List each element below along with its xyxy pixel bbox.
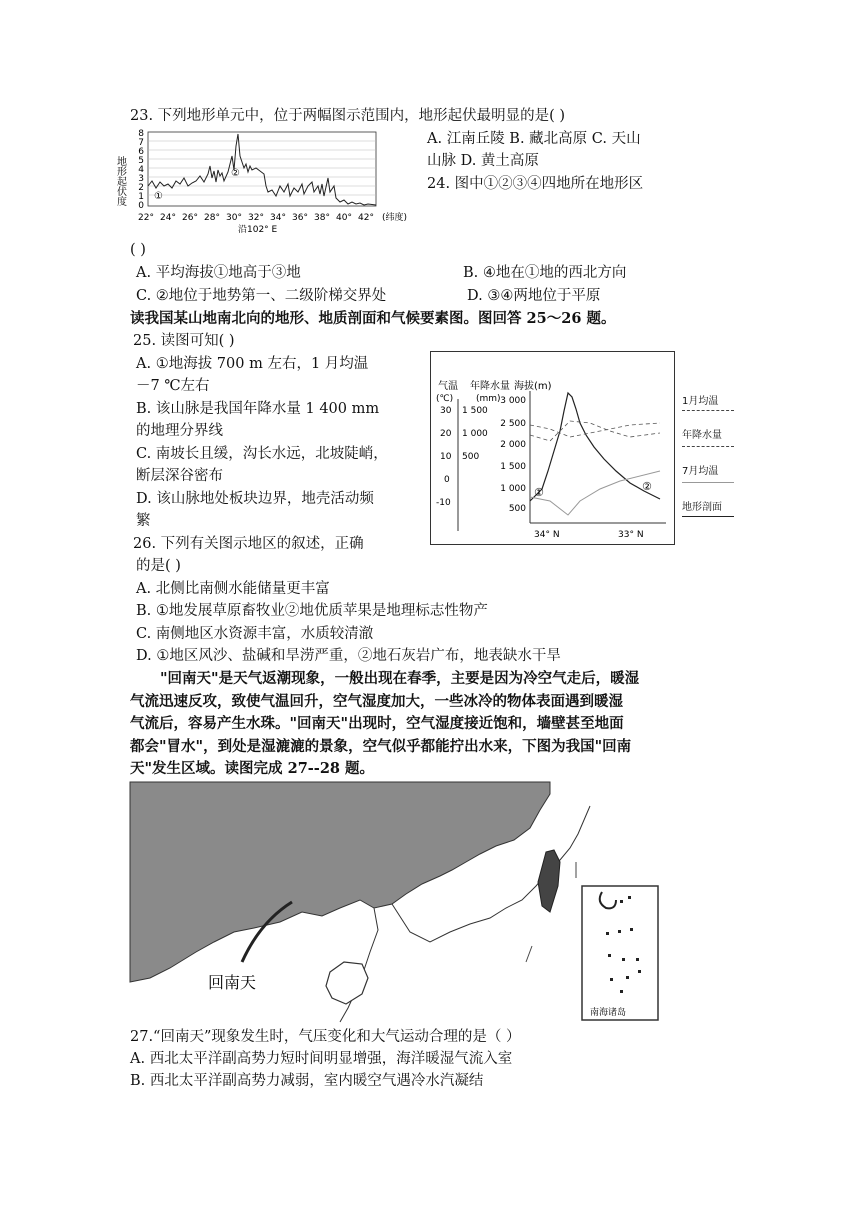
relief-xticks bbox=[138, 211, 407, 223]
svg-text:10: 10 bbox=[440, 452, 452, 462]
intro-25-26: 读我国某山地南北向的地形、地质剖面和气候要素图。图回答 25～26 题。 bbox=[130, 310, 616, 327]
svg-text:气温: 气温 bbox=[438, 381, 458, 392]
q25-option-c-2: 断层深谷密布 bbox=[136, 468, 223, 484]
svg-text:33° N: 33° N bbox=[618, 530, 644, 540]
svg-text:3: 3 bbox=[138, 174, 144, 184]
legend-precip: 年降水量 bbox=[682, 430, 722, 441]
svg-text:①: ① bbox=[154, 191, 163, 202]
svg-text:(mm): (mm) bbox=[476, 394, 501, 404]
passage-line-2: 气流迅速反攻，致使气温回升，空气湿度加大，一些冰冷的物体表面遇到暖湿 bbox=[130, 693, 623, 710]
svg-text:24°: 24° bbox=[160, 213, 176, 223]
svg-text:(℃): (℃) bbox=[436, 394, 454, 404]
svg-text:4: 4 bbox=[138, 165, 144, 175]
q26-option-d: D. ①地区风沙、盐碱和旱涝严重，②地石灰岩广布，地表缺水干旱 bbox=[136, 648, 561, 664]
svg-text:1: 1 bbox=[138, 192, 144, 202]
q25-option-d-2: 繁 bbox=[136, 513, 151, 529]
south-sea-inset bbox=[582, 886, 658, 1020]
q25-option-b-1: B. 该山脉是我国年降水量 1 400 mm bbox=[136, 401, 380, 417]
q24-stem: 24. 图中①②③④四地所在地形区 bbox=[427, 176, 644, 192]
q26-option-b: B. ①地发展草原畜牧业②地优质苹果是地理标志性物产 bbox=[136, 603, 488, 619]
svg-text:6: 6 bbox=[138, 147, 144, 157]
q27-stem: 27.“回南天”现象发生时，气压变化和大气运动合理的是（ ） bbox=[130, 1029, 521, 1045]
svg-text:1 500: 1 500 bbox=[462, 406, 488, 416]
svg-text:1 000: 1 000 bbox=[500, 484, 526, 494]
passage-line-5: 天"发生区域。读图完成 27--28 题。 bbox=[130, 760, 375, 777]
svg-text:0: 0 bbox=[138, 201, 144, 211]
legend-jul-temp: 7月均温 bbox=[682, 466, 719, 477]
q25-option-c-1: C. 南坡长且缓，沟长水远，北坡陡峭， bbox=[136, 446, 388, 462]
passage-line-3: 气流后，容易产生水珠。"回南天"出现时，空气湿度接近饱和，墙壁甚至地面 bbox=[130, 715, 624, 732]
svg-text:-10: -10 bbox=[436, 498, 451, 508]
hainan-island bbox=[326, 962, 368, 1004]
relief-chart bbox=[116, 126, 426, 236]
q27-option-b: B. 西北太平洋副高势力减弱，室内暖空气遇冷水汽凝结 bbox=[130, 1073, 484, 1089]
svg-text:①: ① bbox=[534, 486, 544, 499]
svg-text:②: ② bbox=[642, 480, 652, 493]
svg-text:30: 30 bbox=[440, 406, 452, 416]
svg-text:8: 8 bbox=[138, 129, 144, 139]
svg-text:②: ② bbox=[231, 168, 240, 179]
svg-text:42°: 42° bbox=[358, 213, 374, 223]
svg-text:2 500: 2 500 bbox=[500, 419, 526, 429]
q24-option-a: A. 平均海拔①地高于③地 bbox=[136, 265, 301, 281]
q25-stem: 25. 读图可知( ) bbox=[133, 333, 235, 349]
q23-options-cd: 山脉 D. 黄土高原 bbox=[427, 153, 539, 169]
svg-text:32°: 32° bbox=[248, 213, 264, 223]
relief-yticks bbox=[138, 129, 144, 211]
q27-option-a: A. 西北太平洋副高势力短时间明显增强，海洋暖湿气流入室 bbox=[130, 1051, 513, 1067]
svg-text:5: 5 bbox=[138, 156, 144, 166]
q26-stem-2: 的是( ) bbox=[136, 558, 181, 574]
legend-terrain: 地形剖面 bbox=[682, 502, 722, 513]
q25-option-a-2: －7 ℃左右 bbox=[136, 378, 210, 394]
q26-option-a: A. 北侧比南侧水能储量更丰富 bbox=[136, 581, 330, 597]
svg-text:30°: 30° bbox=[226, 213, 242, 223]
svg-text:2 000: 2 000 bbox=[500, 440, 526, 450]
passage-line-1: "回南天"是天气返潮现象，一般出现在春季，主要是因为冷空气走后，暖湿 bbox=[160, 670, 640, 687]
q23-options-abc: A. 江南丘陵 B. 藏北高原 C. 天山 bbox=[427, 131, 641, 147]
q26-option-c: C. 南侧地区水资源丰富，水质较清澈 bbox=[136, 626, 374, 642]
svg-text:3 000: 3 000 bbox=[500, 396, 526, 406]
q24-option-c: C. ②地位于地势第一、二级阶梯交界处 bbox=[136, 288, 387, 304]
svg-text:22°: 22° bbox=[138, 213, 154, 223]
q25-option-d-1: D. 该山脉地处板块边界，地壳活动频 bbox=[136, 491, 374, 507]
svg-text:1 500: 1 500 bbox=[500, 462, 526, 472]
svg-text:34° N: 34° N bbox=[534, 530, 560, 540]
svg-text:沿102° E: 沿102° E bbox=[238, 225, 278, 235]
q24-option-d: D. ③④两地位于平原 bbox=[467, 288, 601, 304]
svg-text:26°: 26° bbox=[182, 213, 198, 223]
passage-line-4: 都会"冒水"，到处是湿漉漉的景象，空气似乎都能拧出水来，下图为我国"回南 bbox=[130, 738, 632, 755]
svg-text:36°: 36° bbox=[292, 213, 308, 223]
svg-text:38°: 38° bbox=[314, 213, 330, 223]
svg-text:2: 2 bbox=[138, 183, 144, 193]
svg-text:1 000: 1 000 bbox=[462, 429, 488, 439]
legend-jan-temp: 1月均温 bbox=[682, 396, 719, 407]
q24-option-b: B. ④地在①地的西北方向 bbox=[463, 265, 627, 281]
svg-text:500: 500 bbox=[508, 504, 526, 514]
svg-text:20: 20 bbox=[440, 429, 452, 439]
south-china-map bbox=[130, 782, 660, 1022]
q25-option-a-1: A. ①地海拔 700 m 左右，1 月均温 bbox=[136, 356, 369, 372]
q24-paren: ( ) bbox=[130, 242, 146, 258]
svg-text:(纬度): (纬度) bbox=[382, 213, 408, 223]
svg-text:0: 0 bbox=[444, 475, 450, 485]
svg-text:40°: 40° bbox=[336, 213, 352, 223]
svg-text:34°: 34° bbox=[270, 213, 286, 223]
q25-option-b-2: 的地理分界线 bbox=[136, 423, 223, 439]
svg-text:海拔(m): 海拔(m) bbox=[514, 381, 552, 392]
shaded-inland-region bbox=[130, 782, 550, 982]
q26-stem-1: 26. 下列有关图示地区的叙述，正确 bbox=[133, 536, 364, 552]
svg-text:年降水量: 年降水量 bbox=[470, 381, 510, 392]
q23-stem: 23. 下列地形单元中，位于两幅图示范围内，地形起伏最明显的是( ) bbox=[130, 108, 566, 124]
terrain-profile bbox=[530, 393, 660, 501]
relief-chart-ylabel: 地形起伏度 bbox=[114, 156, 126, 206]
taiwan-island bbox=[538, 850, 560, 912]
svg-text:7: 7 bbox=[138, 138, 144, 148]
huinantian-label: 回南天 bbox=[208, 973, 257, 992]
svg-text:南海诸岛: 南海诸岛 bbox=[590, 1008, 627, 1018]
svg-text:28°: 28° bbox=[204, 213, 220, 223]
relief-line bbox=[148, 134, 376, 205]
svg-text:500: 500 bbox=[462, 452, 480, 462]
